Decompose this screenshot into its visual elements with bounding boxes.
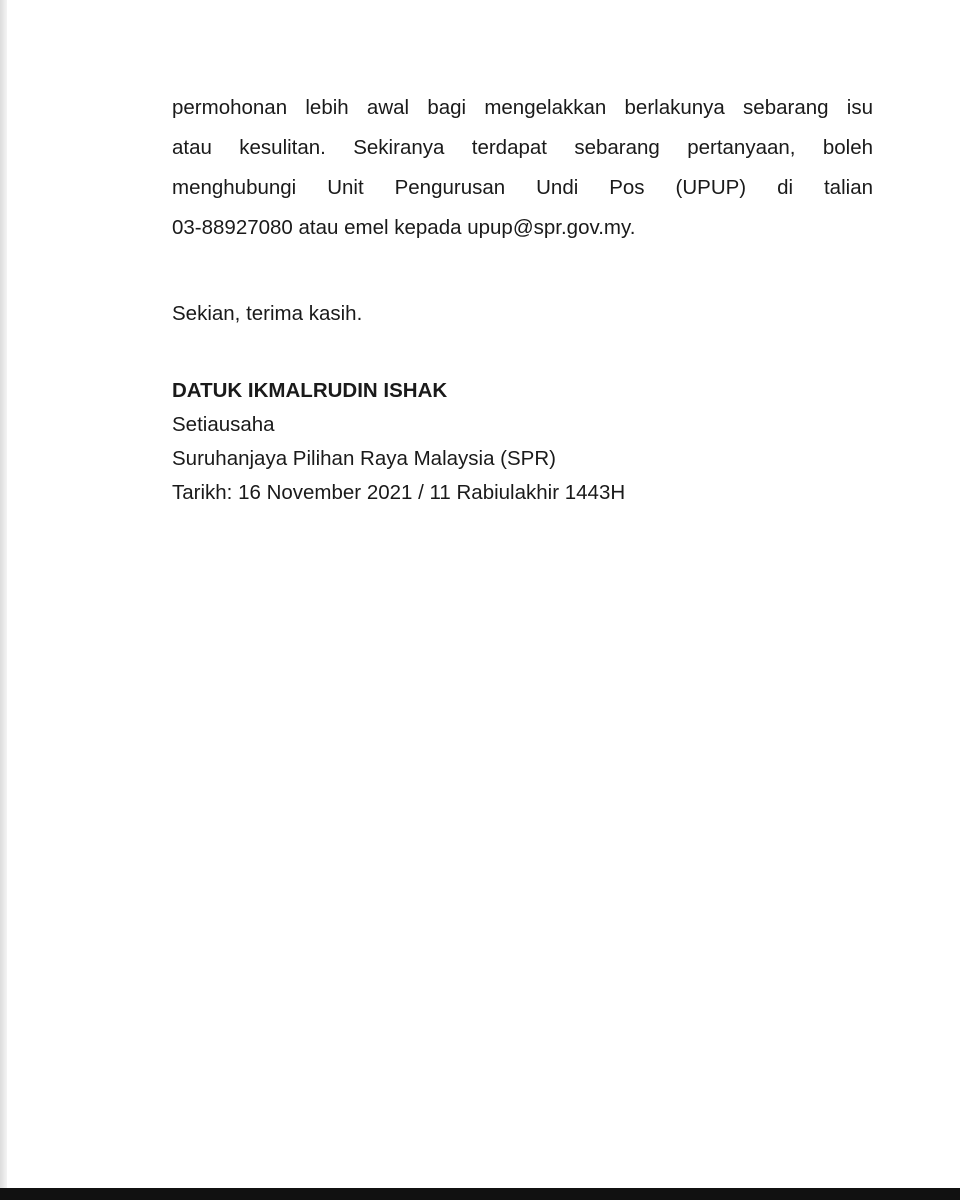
paragraph-line: menghubungi Unit Pengurusan Undi Pos (UPUP) di talian bbox=[172, 176, 873, 199]
page-edge-shadow bbox=[0, 0, 7, 1188]
signatory-title: Setiausaha bbox=[172, 413, 275, 436]
signatory-name: DATUK IKMALRUDIN ISHAK bbox=[172, 379, 448, 402]
letter-date: Tarikh: 16 November 2021 / 11 Rabiulakhir 1443H bbox=[172, 481, 626, 504]
bottom-bar bbox=[0, 1188, 960, 1200]
signature-block bbox=[172, 374, 873, 510]
closing-line: Sekian, terima kasih. bbox=[172, 302, 363, 325]
paragraph-line: 03-88927080 atau emel kepada upup@spr.gov.my. bbox=[172, 216, 636, 239]
body-paragraph bbox=[172, 88, 873, 248]
paragraph-line: permohonan lebih awal bagi mengelakkan berlakunya sebarang isu bbox=[172, 96, 873, 119]
signatory-organization: Suruhanjaya Pilihan Raya Malaysia (SPR) bbox=[172, 447, 556, 470]
paragraph-line: atau kesulitan. Sekiranya terdapat sebarang pertanyaan, boleh bbox=[172, 136, 873, 159]
